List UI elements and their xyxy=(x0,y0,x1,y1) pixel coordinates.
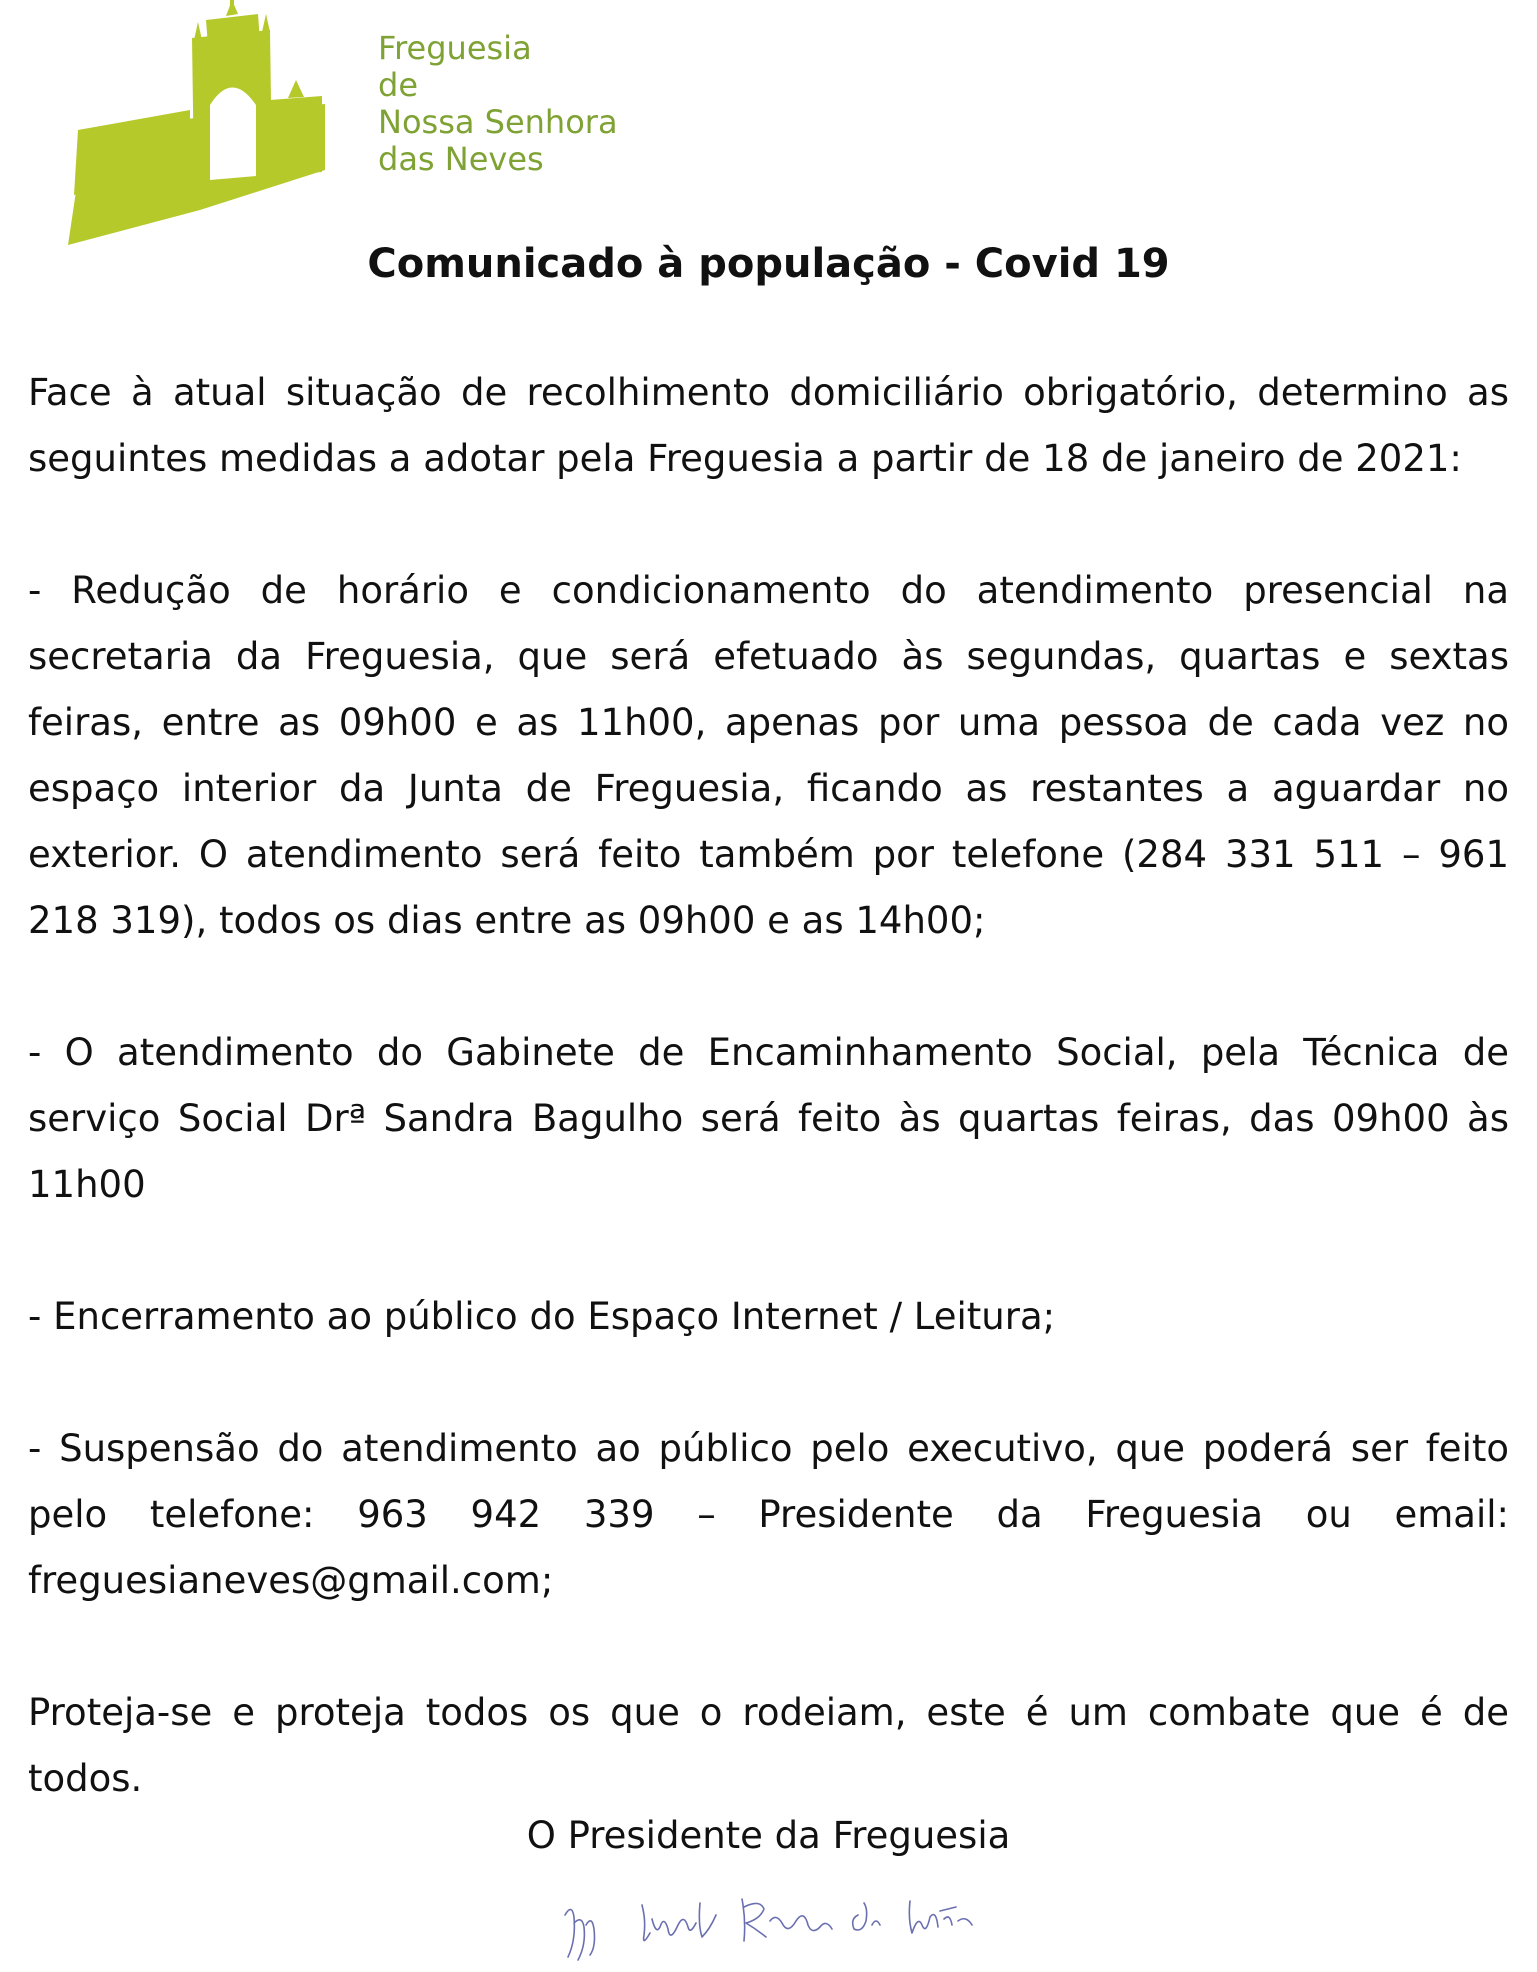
measure-item: - Suspensão do atendimento ao público pelo executivo, que poderá ser feito pelo telefone: 963 942 339 – Presidente da Freguesia ou email: freguesianeves@gmail.com; xyxy=(28,1427,1509,1602)
parish-logo xyxy=(60,0,640,250)
church-arch-logo-icon xyxy=(60,0,380,250)
logo-line-1: Freguesia xyxy=(378,29,532,67)
document-title: Comunicado à população - Covid 19 xyxy=(367,241,1170,287)
signoff-line: O Presidente da Freguesia xyxy=(526,1814,1011,1857)
measure-item: - Redução de horário e condicionamento do atendimento presencial na secretaria da Freguesia, que será efetuado às segundas, quartas e sextas feiras, entre as 09h00 e as 11h00, apenas por uma pessoa de cada vez no espaço interior da Junta de Freguesia, ficando as restantes a aguardar no exterior. O atendimento será feito também por telefone (284 331 511 – 961 218 319), todos os dias entre as 09h00 e as 14h00; xyxy=(28,569,1509,942)
handwritten-signature xyxy=(560,1885,980,1965)
parish-name xyxy=(378,30,618,178)
intro-paragraph: Face à atual situação de recolhimento domiciliário obrigatório, determino as seguintes medidas a adotar pela Freguesia a partir de 18 de janeiro de 2021: xyxy=(28,371,1509,480)
closing-paragraph: Proteja-se e proteja todos os que o rodeiam, este é um combate que é de todos. xyxy=(28,1691,1509,1800)
logo-line-4: das Neves xyxy=(378,140,544,178)
document-body xyxy=(28,360,1509,1812)
logo-line-2: de xyxy=(378,66,418,104)
measure-item: - O atendimento do Gabinete de Encaminhamento Social, pela Técnica de serviço Social Drª Sandra Bagulho será feito às quartas feiras, das 09h00 às 11h00 xyxy=(28,1031,1509,1206)
measure-item: - Encerramento ao público do Espaço Internet / Leitura; xyxy=(28,1295,1056,1338)
logo-line-3: Nossa Senhora xyxy=(378,103,618,141)
